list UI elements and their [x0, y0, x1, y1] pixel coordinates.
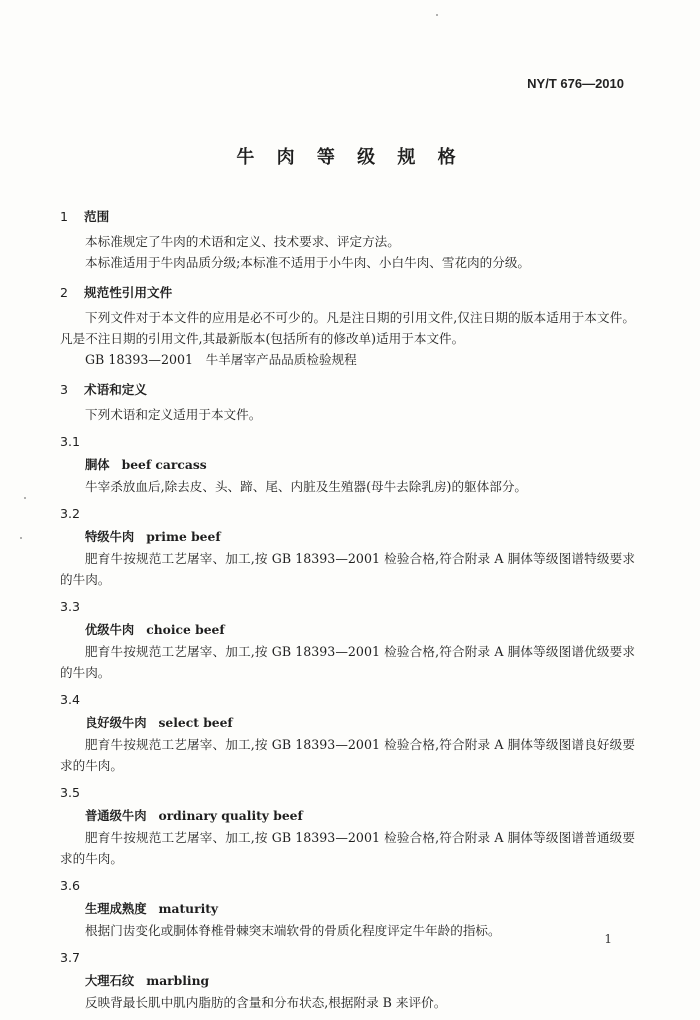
scan-speck	[20, 537, 22, 539]
term-entry	[60, 431, 635, 497]
term-cn: 优级牛肉	[85, 623, 135, 637]
section-2-heading	[60, 282, 635, 303]
term-cn: 特级牛肉	[85, 530, 135, 544]
term-name	[60, 970, 635, 992]
term-definition: 反映背最长肌中肌内脂肪的含量和分布状态,根据附录 B 来评价。	[85, 995, 447, 1010]
section-number: 1	[60, 209, 69, 224]
term-en: choice beef	[146, 622, 225, 637]
term-en: maturity	[158, 901, 219, 916]
scan-speck	[24, 497, 26, 499]
term-en: beef carcass	[121, 457, 207, 472]
paragraph: 下列术语和定义适用于本文件。	[85, 407, 262, 422]
term-entry	[60, 782, 635, 869]
term-name	[60, 526, 635, 548]
term-entry	[60, 689, 635, 776]
term-name	[60, 619, 635, 641]
term-name	[60, 898, 635, 920]
term-en: ordinary quality beef	[158, 808, 303, 823]
term-definition: 肥育牛按规范工艺屠宰、加工,按 GB 18393—2001 检验合格,符合附录 A 胴体等级图谱优级要求的牛肉。	[60, 644, 635, 680]
clause-number: 3.2	[60, 506, 81, 521]
term-definition: 肥育牛按规范工艺屠宰、加工,按 GB 18393—2001 检验合格,符合附录 A 胴体等级图谱良好级要求的牛肉。	[60, 737, 635, 773]
clause-number: 3.6	[60, 878, 81, 893]
term-cn: 胴体	[85, 458, 110, 472]
term-definition: 肥育牛按规范工艺屠宰、加工,按 GB 18393—2001 检验合格,符合附录 A 胴体等级图谱特级要求的牛肉。	[60, 551, 635, 587]
clause-number: 3.3	[60, 599, 81, 614]
section-title: 术语和定义	[84, 382, 147, 397]
section-title: 范围	[84, 209, 110, 224]
term-definition: 牛宰杀放血后,除去皮、头、蹄、尾、内脏及生殖器(母牛去除乳房)的躯体部分。	[85, 479, 528, 494]
standard-number: NY/T 676—2010	[527, 76, 624, 91]
clause-number: 3.5	[60, 785, 81, 800]
paragraph: 本标准规定了牛肉的术语和定义、技术要求、评定方法。	[85, 234, 400, 249]
term-cn: 良好级牛肉	[85, 716, 147, 730]
term-en: prime beef	[146, 529, 221, 544]
term-definition: 肥育牛按规范工艺屠宰、加工,按 GB 18393—2001 检验合格,符合附录 A 胴体等级图谱普通级要求的牛肉。	[60, 830, 635, 866]
section-3-heading	[60, 379, 635, 400]
section-number: 3	[60, 382, 69, 397]
term-name	[60, 454, 635, 476]
term-entry	[60, 596, 635, 683]
term-name	[60, 712, 635, 734]
term-cn: 普通级牛肉	[85, 809, 147, 823]
term-en: marbling	[146, 973, 210, 988]
paragraph: 本标准适用于牛肉品质分级;本标准不适用于小牛肉、小白牛肉、雪花肉的分级。	[85, 255, 531, 270]
section-number: 2	[60, 285, 69, 300]
document-body	[60, 200, 635, 1013]
paragraph: 下列文件对于本文件的应用是必不可少的。凡是注日期的引用文件,仅注日期的版本适用于本文件。凡是不注日期的引用文件,其最新版本(包括所有的修改单)适用于本文件。	[60, 310, 635, 346]
clause-number: 3.4	[60, 692, 81, 707]
clause-number: 3.7	[60, 950, 81, 965]
term-entry	[60, 875, 635, 941]
term-entry	[60, 947, 635, 1013]
page-number: 1	[604, 932, 612, 946]
clause-number: 3.1	[60, 434, 81, 449]
term-en: select beef	[158, 715, 233, 730]
section-title: 规范性引用文件	[84, 285, 173, 300]
term-cn: 大理石纹	[85, 974, 135, 988]
section-1-heading	[60, 206, 635, 227]
document-title: 牛 肉 等 级 规 格	[236, 147, 464, 168]
term-entry	[60, 503, 635, 590]
term-cn: 生理成熟度	[85, 902, 147, 916]
normative-reference: GB 18393—2001 牛羊屠宰产品品质检验规程	[85, 352, 357, 367]
term-name	[60, 805, 635, 827]
term-definition: 根据门齿变化或胴体脊椎骨棘突末端软骨的骨质化程度评定牛年龄的指标。	[85, 923, 501, 938]
scan-speck	[436, 14, 438, 16]
